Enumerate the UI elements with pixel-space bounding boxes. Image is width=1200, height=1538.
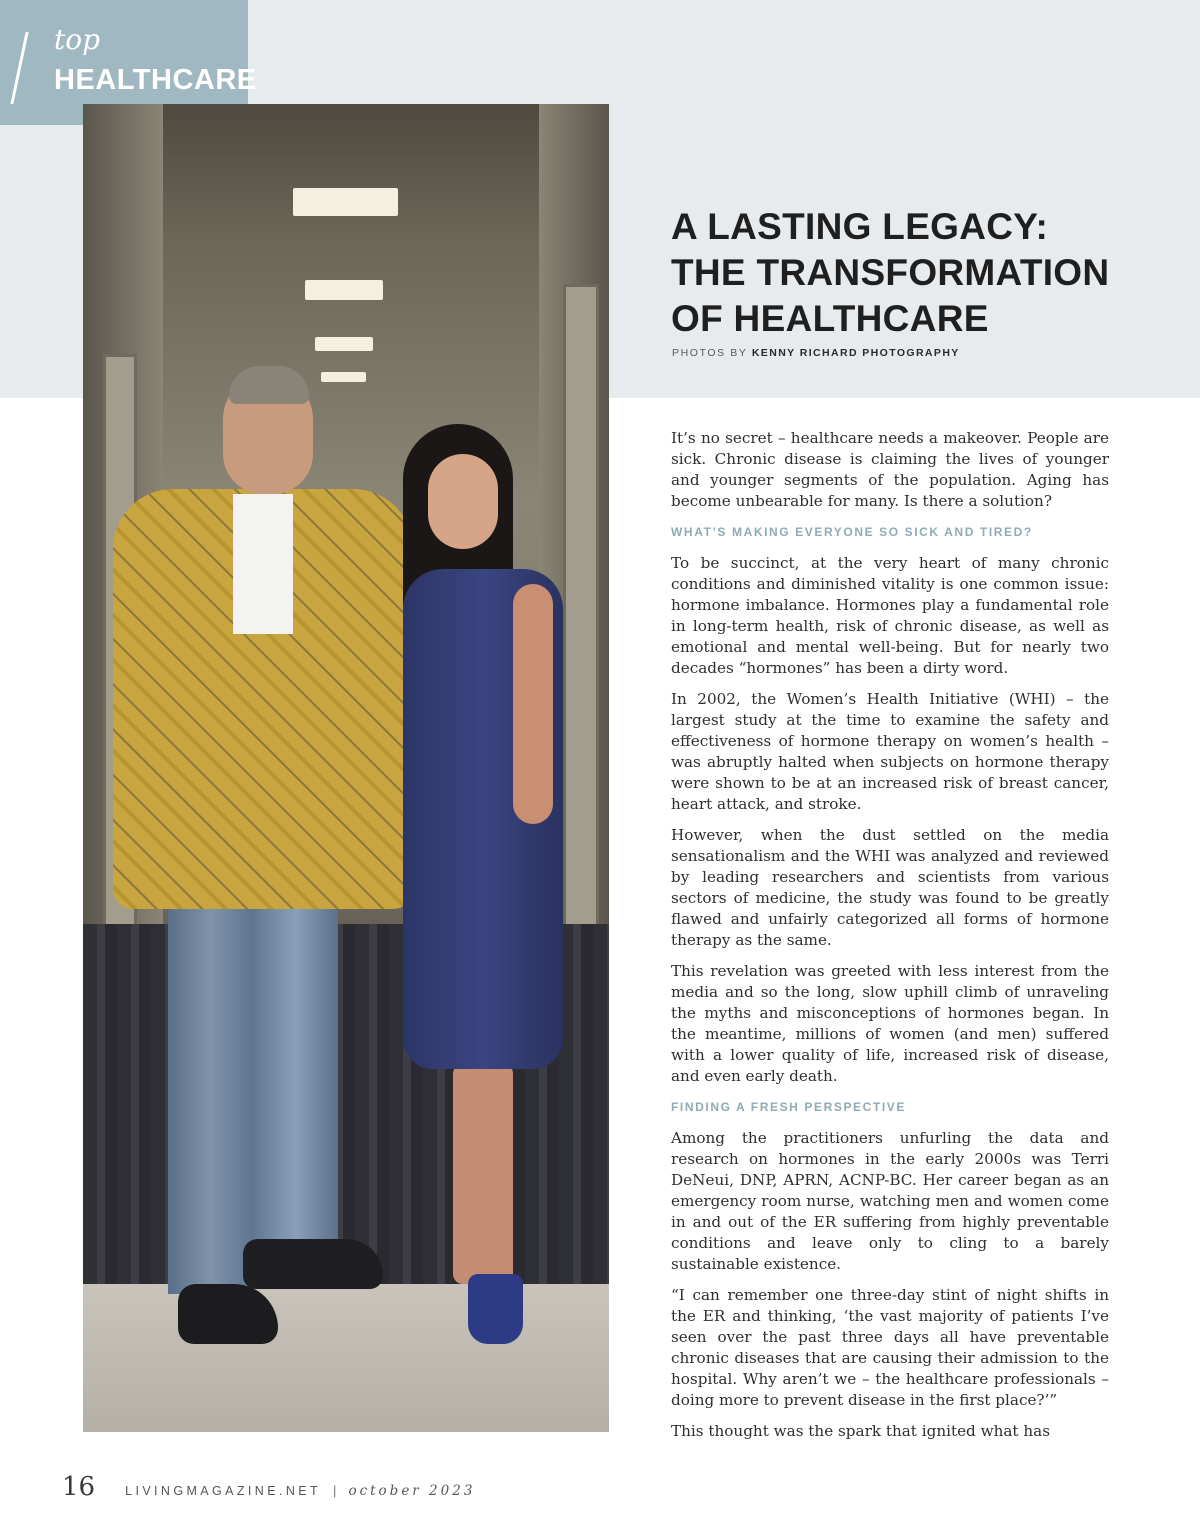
photo-credit: [672, 347, 1152, 359]
headline-line: THE TRANSFORMATION: [671, 252, 1110, 293]
woman-arm: [513, 584, 553, 824]
page-footer: [62, 1472, 475, 1506]
headline-line: A LASTING LEGACY:: [671, 206, 1049, 247]
photo-ceiling-light: [293, 188, 398, 216]
article-paragraph: However, when the dust settled on the media sensationalism and the WHI was analyzed and reviewed by leading researchers and scientists from various sectors of medicine, the study was found to be greatly flawed and unfairly categorized all forms of hormone therapy as the same.: [671, 826, 1109, 949]
footer-issue-date: october 2023: [348, 1483, 476, 1499]
photo-credit-name: KENNY RICHARD PHOTOGRAPHY: [751, 347, 960, 359]
photo-credit-prefix: PHOTOS BY: [672, 347, 748, 359]
headline-line: OF HEALTHCARE: [671, 298, 989, 339]
footer-site-link[interactable]: LIVINGMAGAZINE.NET: [125, 1484, 322, 1498]
woman-face: [428, 454, 498, 549]
photo-door: [563, 284, 599, 970]
man-shirt: [233, 494, 293, 634]
photo-ceiling-light: [305, 280, 383, 300]
article-paragraph: In 2002, the Women’s Health Initiative (WHI) – the largest study at the time to examine the safety and effectiveness of hormone therapy on women’s health – was abruptly halted when subjects on hormone therapy were shown to be at an increased risk of breast cancer, heart attack, and stroke.: [671, 690, 1109, 813]
article-paragraph: Among the practitioners unfurling the data and research on hormones in the early 2000s was Terri DeNeui, DNP, APRN, ACNP-BC. Her career began as an emergency room nurse, watching men and women come in and out of the ER suffering from highly preventable conditions and leave only to cling to a barely sustainable existence.: [671, 1129, 1109, 1273]
photo-ceiling-light: [315, 337, 373, 351]
article-paragraph: To be succinct, at the very heart of many chronic conditions and diminished vitality is one common issue: hormone imbalance. Hormones play a fundamental role in long-term health, risk of chronic disease, as well as emotional and mental well-being. But for nearly two decades “hormones” has been a dirty word.: [671, 554, 1109, 677]
woman-shoe: [468, 1274, 523, 1344]
article-subhead: WHAT’S MAKING EVERYONE SO SICK AND TIRED?: [671, 525, 1033, 539]
photo-floor: [83, 1284, 609, 1432]
page-number: 16: [62, 1472, 96, 1502]
article-paragraph: This thought was the spark that ignited what has: [671, 1422, 1050, 1440]
article-body: [671, 428, 1109, 1452]
article-paragraph: It’s no secret – healthcare needs a makeover. People are sick. Chronic disease is claiming the lives of younger and younger segments of the population. Aging has become unbearable for many. Is there a solution?: [671, 429, 1109, 510]
man-shoe: [243, 1239, 383, 1289]
article-paragraph: “I can remember one three-day stint of night shifts in the ER and thinking, ‘the vast majority of patients I’ve seen over the past three days all have preventable chronic diseases that are causing their admission to the hospital. Why aren’t we – the healthcare professionals – doing more to prevent disease in the first place?’”: [671, 1286, 1109, 1409]
footer-separator: |: [333, 1483, 337, 1498]
woman-legs: [453, 1064, 513, 1284]
section-tag-name: HEALTHCARE: [54, 64, 257, 96]
tag-slash-divider: [10, 32, 28, 104]
article-headline: [671, 204, 1151, 342]
man-hair: [229, 366, 309, 404]
photo-ceiling-light: [321, 372, 366, 382]
article-paragraph: This revelation was greeted with less interest from the media and so the long, slow uphill climb of unraveling the myths and misconceptions of hormones began. In the meantime, millions of women (and men) suffered with a lower quality of life, increased risk of disease, and even early death.: [671, 962, 1109, 1085]
section-tag-top: top: [54, 23, 101, 56]
article-subhead: FINDING A FRESH PERSPECTIVE: [671, 1100, 907, 1114]
feature-photo: [83, 104, 609, 1432]
